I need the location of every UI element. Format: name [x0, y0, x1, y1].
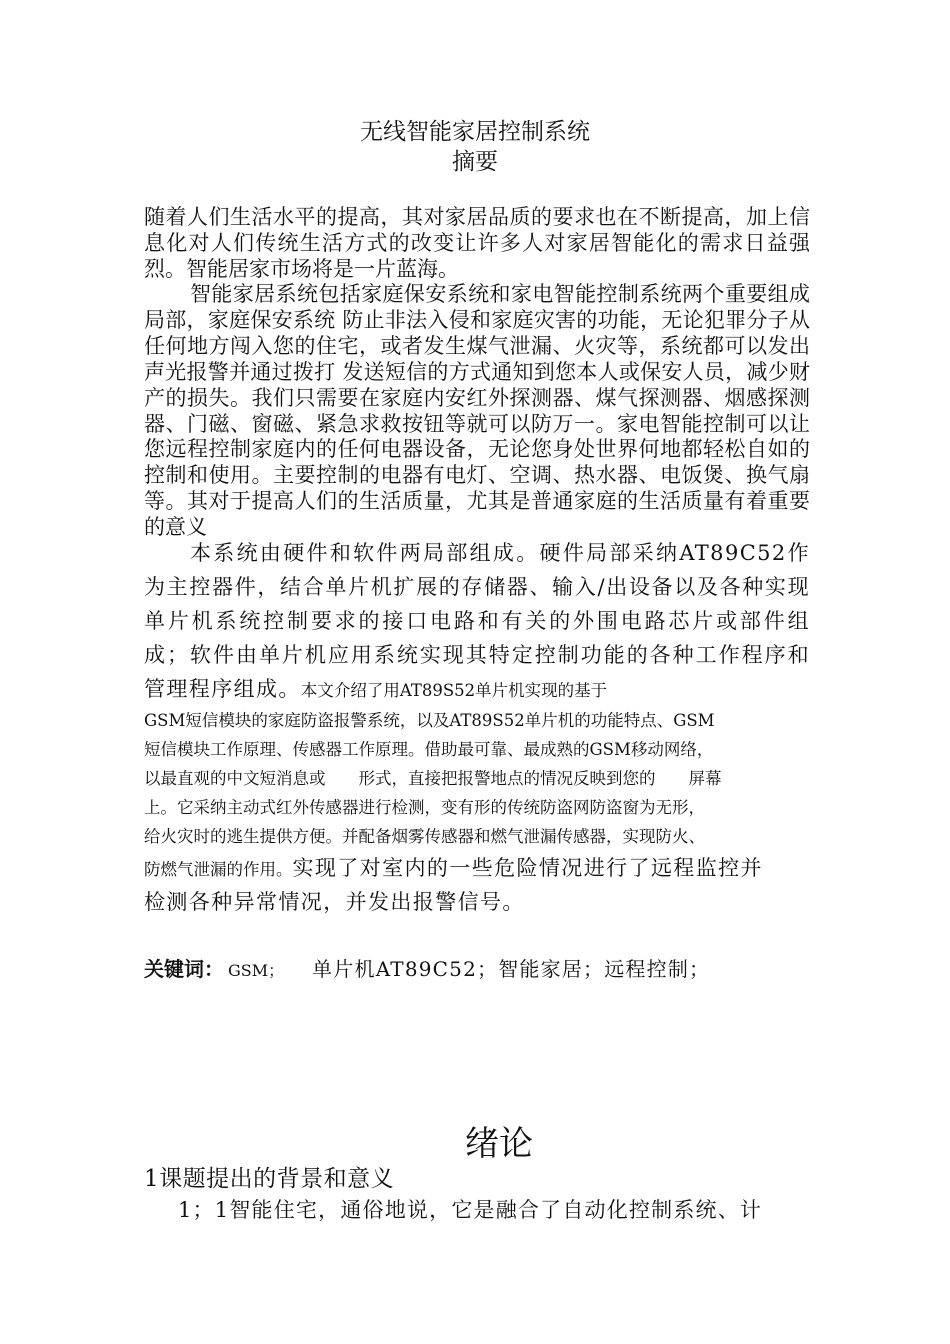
- keyword-gsm: GSM；: [228, 961, 285, 980]
- keywords-list: 单片机AT89C52；智能家居；远程控制；: [312, 957, 711, 981]
- abstract-heading: 摘要: [452, 149, 498, 175]
- paragraph-3-small-line-3: 以最直观的中文短消息或 形式，直接把报警地点的情况反映到您的 屏幕: [144, 769, 722, 788]
- document-title: 无线智能家居控制系统: [360, 119, 590, 145]
- paragraph-3-mixed-line: [144, 851, 810, 885]
- keywords-label: 关键词：: [144, 957, 224, 981]
- abstract-paragraph-2: 智能家居系统包括家庭保安系统和家电智能控制系统两个重要组成局部，家庭保安系统 防止非法入侵和家庭灾害的功能，无论犯罪分子从任何地方闯入您的住宅，或者发生煤气泄漏、火灾等，系统都可以发出声光报警并通过拨打 发送短信的方式通知到您本人或保安人员，减少财产的损失。我们只需要在家庭内安红外探测器、煤气探测器、烟感探测器、门磁、窗磁、紧急求救按钮等就可以防万一。家电智能控制可以让您远程控制家庭内的任何电器设备，无论您身处世界何地都轻松自如的控制和使用。主要控制的电器有电灯、空调、热水器、电饭煲、换气扇等。其对于提高人们的生活质量，尤其是普通家庭的生活质量有着重要的意义: [144, 282, 810, 540]
- paragraph-3-small-line-4: 上。它采纳主动式红外传感器进行检测，变有形的传统防盗网防盗窗为无形，: [144, 798, 705, 817]
- paragraph-3-mixed-small: 防燃气泄漏的作用。: [144, 860, 293, 879]
- paragraph-3-small-inline: 本文介绍了用AT89S52单片机实现的基于: [300, 681, 608, 700]
- sub-heading: 1课题提出的背景和意义: [144, 1166, 395, 1192]
- keywords-line: [144, 953, 824, 987]
- paragraph-3-last-line: 检测各种异常情况，并发出报警信号。: [144, 890, 525, 914]
- abstract-paragraph-1: 随着人们生活水平的提高，其对家居品质的要求也在不断提高，加上信息化对人们传统生活方式的改变让许多人对家居智能化的需求日益强烈。智能居家市场将是一片蓝海。: [144, 205, 810, 281]
- body-first-line: 1；1智能住宅，通俗地说，它是融合了自动化控制系统、计: [178, 1198, 763, 1222]
- abstract-paragraph-3: [144, 536, 810, 919]
- paragraph-3-large-text: 本系统由硬件和软件两局部组成。硬件局部采纳AT89C52作为主控器件，结合单片机扩展的存储器、输入/出设备以及各种实现单片机系统控制要求的接口电路和有关的外围电路芯片或部件组成；软件由单片机应用系统实现其特定控制功能的各种工作程序和管理程序组成。: [144, 541, 810, 701]
- section-title: 绪论: [465, 1124, 533, 1164]
- paragraph-3-small-line-1: GSM短信模块的家庭防盗报警系统，以及AT89S52单片机的功能特点、GSM: [144, 711, 715, 730]
- paragraph-3-small-line-2: 短信模块工作原理、传感器工作原理。借助最可靠、最成熟的GSM移动网络，: [144, 740, 714, 759]
- paragraph-3-small-line-5: 给火灾时的逃生提供方便。并配备烟雾传感器和燃气泄漏传感器，实现防火、: [144, 827, 705, 846]
- paragraph-3-mixed-large: 实现了对室内的一些危险情况进行了远程监控并: [292, 856, 763, 880]
